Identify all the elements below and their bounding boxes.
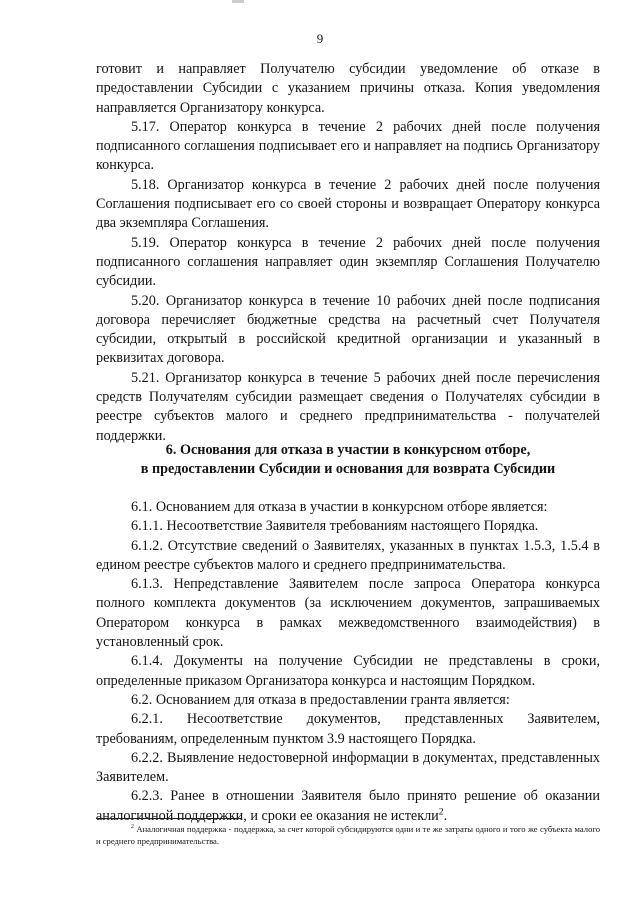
- footnote-separator: [96, 818, 242, 819]
- page-number: 9: [316, 31, 324, 46]
- paragraph-6-1: 6.1. Основанием для отказа в участии в конкурсном отборе является:: [131, 499, 548, 515]
- paragraph-5-19: 5.19. Оператор конкурса в течение 2 рабочих дней после получения подписанного соглашения направляет один экземпляр Соглашения Получателю субсидии.: [96, 234, 600, 290]
- footnote: [96, 823, 600, 847]
- body-text-bottom: [96, 498, 600, 826]
- section-heading: [96, 441, 600, 479]
- paragraph-5-21: 5.21. Организатор конкурса в течение 5 рабочих дней после перечисления средств Получателям субсидии размещает сведения о Получателях субсидии в реестре субъектов малого и среднего предпринимательства - получателей поддержки.: [96, 369, 600, 444]
- paragraph-5-20: 5.20. Организатор конкурса в течение 10 рабочих дней после подписания договора перечисляет бюджетные средства на расчетный счет Получателя субсидии, открытый в российской кредитной организации и указанный в реквизитах договора.: [96, 292, 600, 367]
- section-heading-line: 6. Основания для отказа в участии в конкурсном отборе,: [165, 442, 531, 458]
- paragraph-text: 6.2.3. Ранее в отношении Заявителя было принято решение об оказании аналогичной поддержки, и сроки ее оказания не истекли: [96, 788, 600, 824]
- paragraph-6-1-1: 6.1.1. Несоответствие Заявителя требованиям настоящего Порядка.: [131, 518, 539, 535]
- paragraph-6-1-4: 6.1.4. Документы на получение Субсидии не представлены в сроки, определенные приказом Организатора конкурса и настоящим Порядком.: [96, 653, 600, 689]
- paragraph-suffix: .: [443, 807, 448, 824]
- scan-artifact: [232, 0, 244, 3]
- paragraph-6-2: 6.2. Основанием для отказа в предоставлении гранта является:: [131, 691, 510, 708]
- paragraph-6-1-3: 6.1.3. Непредставление Заявителем после запроса Оператора конкурса полного комплекта документов (за исключением документов, запрашиваемых Оператором конкурса в рамках межведомственного взаимодействия) в установленный срок.: [96, 576, 600, 651]
- body-text-top: [96, 60, 600, 446]
- paragraph-5-17: 5.17. Оператор конкурса в течение 2 рабочих дней после получения подписанного соглашения подписывает его и направляет на подпись Организатору конкурса.: [96, 118, 600, 174]
- paragraph-5-18: 5.18. Организатор конкурса в течение 2 рабочих дней после получения Соглашения подписывает его со своей стороны и возвращает Оператору конкурса два экземпляра Соглашения.: [96, 176, 600, 232]
- footnote-text: Аналогичная поддержка - поддержка, за счет которой субсидируются одни и те же затраты одного и того же субъекта малого и среднего предпринимательства.: [96, 824, 600, 846]
- section-heading-line: в предоставлении Субсидии и основания для возврата Субсидии: [140, 461, 556, 477]
- paragraph-6-2-2: 6.2.2. Выявление недостоверной информации в документах, представленных Заявителем.: [96, 749, 600, 786]
- paragraph-6-2-1: 6.2.1. Несоответствие документов, представленных Заявителем, требованиям, определенным пунктом 3.9 настоящего Порядка.: [96, 711, 600, 747]
- paragraph-6-2-3: [96, 787, 600, 826]
- paragraph-6-1-2: 6.1.2. Отсутствие сведений о Заявителях, указанных в пунктах 1.5.3, 1.5.4 в едином реестре субъектов малого и среднего предпринимательства.: [96, 537, 600, 573]
- paragraph: готовит и направляет Получателю субсидии уведомление об отказе в предоставлении Субсидии с указанием причины отказа. Копия уведомления направляется Организатору конкурса.: [96, 61, 600, 116]
- footnote-marker: 2: [131, 824, 134, 831]
- footnote-reference[interactable]: 2: [438, 806, 444, 818]
